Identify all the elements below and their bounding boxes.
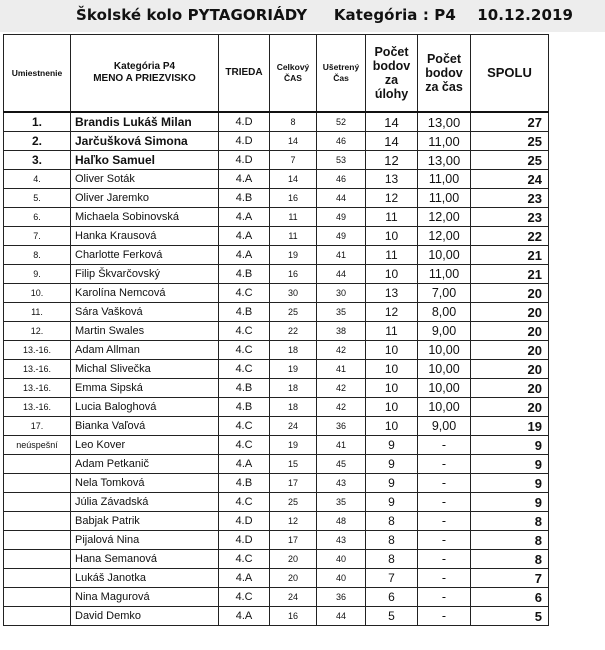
rank-cell <box>4 512 71 531</box>
name-cell: David Demko <box>71 607 219 626</box>
spolu-cell: 8 <box>471 512 549 531</box>
header-pocet-ulohy-line4: úlohy <box>374 87 409 101</box>
spolu-cell: 21 <box>471 246 549 265</box>
pul-cell: 8 <box>366 550 418 569</box>
header-celkovy-line1: Celkový <box>276 62 310 72</box>
table-row <box>4 265 549 284</box>
pcas-cell: - <box>418 493 471 512</box>
pul-cell: 14 <box>366 112 418 132</box>
rank-cell: 13.-16. <box>4 379 71 398</box>
rank-cell: 8. <box>4 246 71 265</box>
pcas-cell: - <box>418 607 471 626</box>
spolu-cell: 22 <box>471 227 549 246</box>
name-cell: Nela Tomková <box>71 474 219 493</box>
rank-cell: 13.-16. <box>4 360 71 379</box>
cas-cell: 15 <box>270 455 317 474</box>
spolu-cell: 6 <box>471 588 549 607</box>
ucas-cell: 45 <box>317 455 366 474</box>
pul-cell: 10 <box>366 360 418 379</box>
cas-cell: 18 <box>270 341 317 360</box>
rank-cell: neúspešní <box>4 436 71 455</box>
rank-cell: 6. <box>4 208 71 227</box>
pul-cell: 11 <box>366 322 418 341</box>
pul-cell: 10 <box>366 417 418 436</box>
name-cell: Babjak Patrik <box>71 512 219 531</box>
pul-cell: 11 <box>366 246 418 265</box>
ucas-cell: 38 <box>317 322 366 341</box>
table-row <box>4 588 549 607</box>
name-cell: Michal Slivečka <box>71 360 219 379</box>
rank-cell <box>4 493 71 512</box>
rank-cell: 2. <box>4 132 71 151</box>
rank-cell: 5. <box>4 189 71 208</box>
ucas-cell: 43 <box>317 531 366 550</box>
header-pocet-cas-line2: bodov <box>425 66 463 80</box>
ucas-cell: 43 <box>317 474 366 493</box>
ucas-cell: 48 <box>317 512 366 531</box>
table-row <box>4 189 549 208</box>
pcas-cell: - <box>418 512 471 531</box>
ucas-cell: 41 <box>317 436 366 455</box>
rank-cell <box>4 531 71 550</box>
name-cell: Adam Allman <box>71 341 219 360</box>
ucas-cell: 36 <box>317 417 366 436</box>
trieda-cell: 4.C <box>219 417 270 436</box>
header-umiestnenie <box>4 35 71 113</box>
header-usetreny-line2: Čas <box>333 73 349 83</box>
pcas-cell: - <box>418 474 471 493</box>
spolu-cell: 9 <box>471 493 549 512</box>
trieda-cell: 4.C <box>219 341 270 360</box>
pul-cell: 12 <box>366 151 418 170</box>
cas-cell: 8 <box>270 112 317 132</box>
header-spolu-text: SPOLU <box>487 65 532 80</box>
table-row <box>4 151 549 170</box>
cas-cell: 20 <box>270 550 317 569</box>
name-cell: Emma Sipská <box>71 379 219 398</box>
rank-cell: 17. <box>4 417 71 436</box>
header-celkovy-line2: ČAS <box>284 73 302 83</box>
ucas-cell: 46 <box>317 170 366 189</box>
pcas-cell: 11,00 <box>418 170 471 189</box>
table-row <box>4 170 549 189</box>
rank-cell: 13.-16. <box>4 341 71 360</box>
trieda-cell: 4.C <box>219 588 270 607</box>
trieda-cell: 4.D <box>219 112 270 132</box>
header-pocet-cas-line1: Počet <box>426 52 462 66</box>
header-usetreny-line1: Ušetrený <box>322 62 360 72</box>
pcas-cell: 8,00 <box>418 303 471 322</box>
name-cell: Hanka Krausová <box>71 227 219 246</box>
pcas-cell: 10,00 <box>418 341 471 360</box>
spolu-cell: 24 <box>471 170 549 189</box>
spolu-cell: 20 <box>471 303 549 322</box>
cas-cell: 20 <box>270 569 317 588</box>
rank-cell: 4. <box>4 170 71 189</box>
table-row <box>4 132 549 151</box>
cas-cell: 24 <box>270 417 317 436</box>
pcas-cell: 11,00 <box>418 265 471 284</box>
pcas-cell: - <box>418 455 471 474</box>
cas-cell: 25 <box>270 303 317 322</box>
cas-cell: 17 <box>270 531 317 550</box>
spolu-cell: 27 <box>471 112 549 132</box>
cas-cell: 16 <box>270 265 317 284</box>
pul-cell: 10 <box>366 379 418 398</box>
cas-cell: 11 <box>270 208 317 227</box>
header-pocet-ulohy-line3: za <box>384 73 399 87</box>
pcas-cell: 9,00 <box>418 417 471 436</box>
cas-cell: 12 <box>270 512 317 531</box>
pcas-cell: 10,00 <box>418 360 471 379</box>
cas-cell: 22 <box>270 322 317 341</box>
pul-cell: 12 <box>366 303 418 322</box>
trieda-cell: 4.C <box>219 493 270 512</box>
spolu-cell: 20 <box>471 341 549 360</box>
name-cell: Charlotte Ferková <box>71 246 219 265</box>
ucas-cell: 49 <box>317 227 366 246</box>
pul-cell: 10 <box>366 341 418 360</box>
ucas-cell: 40 <box>317 569 366 588</box>
header-trieda-text: TRIEDA <box>225 67 263 78</box>
table-row <box>4 417 549 436</box>
pcas-cell: 10,00 <box>418 246 471 265</box>
name-cell: Hana Semanová <box>71 550 219 569</box>
trieda-cell: 4.B <box>219 379 270 398</box>
table-row <box>4 208 549 227</box>
spolu-cell: 9 <box>471 436 549 455</box>
ucas-cell: 53 <box>317 151 366 170</box>
page-title: Školské kolo PYTAGORIÁDY Kategória : P4 10.12.2019 <box>76 6 574 24</box>
table-row <box>4 322 549 341</box>
header-usetreny-cas <box>317 35 366 113</box>
header-pocet-ulohy-line1: Počet <box>374 45 409 59</box>
table-row <box>4 227 549 246</box>
results-body <box>4 112 549 626</box>
pcas-cell: 10,00 <box>418 398 471 417</box>
name-cell: Martin Swales <box>71 322 219 341</box>
rank-cell: 1. <box>4 112 71 132</box>
trieda-cell: 4.A <box>219 607 270 626</box>
name-cell: Sára Vašková <box>71 303 219 322</box>
trieda-cell: 4.A <box>219 246 270 265</box>
name-cell: Oliver Soták <box>71 170 219 189</box>
rank-cell <box>4 588 71 607</box>
table-row <box>4 303 549 322</box>
header-meno-line1: Kategória P4 <box>113 61 176 72</box>
trieda-cell: 4.D <box>219 151 270 170</box>
trieda-cell: 4.A <box>219 227 270 246</box>
header-meno <box>71 35 219 113</box>
ucas-cell: 52 <box>317 112 366 132</box>
pcas-cell: - <box>418 569 471 588</box>
rank-cell <box>4 550 71 569</box>
title-bar <box>0 0 605 32</box>
rank-cell <box>4 455 71 474</box>
pcas-cell: 13,00 <box>418 112 471 132</box>
pul-cell: 10 <box>366 227 418 246</box>
spolu-cell: 20 <box>471 322 549 341</box>
spolu-cell: 5 <box>471 607 549 626</box>
rank-cell: 13.-16. <box>4 398 71 417</box>
cas-cell: 18 <box>270 398 317 417</box>
name-cell: Lucia Baloghová <box>71 398 219 417</box>
rank-cell <box>4 607 71 626</box>
table-row <box>4 493 549 512</box>
pcas-cell: 11,00 <box>418 189 471 208</box>
table-row <box>4 379 549 398</box>
pcas-cell: - <box>418 588 471 607</box>
rank-cell: 12. <box>4 322 71 341</box>
ucas-cell: 30 <box>317 284 366 303</box>
cas-cell: 17 <box>270 474 317 493</box>
pcas-cell: 11,00 <box>418 132 471 151</box>
cas-cell: 19 <box>270 436 317 455</box>
table-row <box>4 436 549 455</box>
header-pocet-cas-line3: za čas <box>425 80 463 94</box>
cas-cell: 11 <box>270 227 317 246</box>
name-cell: Filip Škvarčovský <box>71 265 219 284</box>
ucas-cell: 35 <box>317 303 366 322</box>
trieda-cell: 4.A <box>219 170 270 189</box>
pul-cell: 12 <box>366 189 418 208</box>
cas-cell: 16 <box>270 189 317 208</box>
pul-cell: 14 <box>366 132 418 151</box>
name-cell: Karolína Nemcová <box>71 284 219 303</box>
pcas-cell: 12,00 <box>418 208 471 227</box>
table-row <box>4 569 549 588</box>
cas-cell: 19 <box>270 360 317 379</box>
ucas-cell: 44 <box>317 189 366 208</box>
ucas-cell: 41 <box>317 360 366 379</box>
pul-cell: 6 <box>366 588 418 607</box>
cas-cell: 14 <box>270 132 317 151</box>
trieda-cell: 4.C <box>219 322 270 341</box>
spolu-cell: 21 <box>471 265 549 284</box>
ucas-cell: 40 <box>317 550 366 569</box>
pul-cell: 9 <box>366 436 418 455</box>
pcas-cell: - <box>418 550 471 569</box>
table-row <box>4 360 549 379</box>
spolu-cell: 23 <box>471 189 549 208</box>
pul-cell: 5 <box>366 607 418 626</box>
table-row <box>4 112 549 132</box>
pcas-cell: 9,00 <box>418 322 471 341</box>
header-trieda <box>219 35 270 113</box>
pul-cell: 13 <box>366 170 418 189</box>
trieda-cell: 4.C <box>219 550 270 569</box>
rank-cell: 11. <box>4 303 71 322</box>
table-row <box>4 284 549 303</box>
header-pocet-cas <box>418 35 471 113</box>
spolu-cell: 23 <box>471 208 549 227</box>
spolu-cell: 25 <box>471 151 549 170</box>
name-cell: Pijalová Nina <box>71 531 219 550</box>
trieda-cell: 4.C <box>219 284 270 303</box>
ucas-cell: 46 <box>317 132 366 151</box>
trieda-cell: 4.D <box>219 512 270 531</box>
table-row <box>4 246 549 265</box>
pcas-cell: 7,00 <box>418 284 471 303</box>
rank-cell <box>4 474 71 493</box>
pul-cell: 10 <box>366 398 418 417</box>
cas-cell: 18 <box>270 379 317 398</box>
cas-cell: 7 <box>270 151 317 170</box>
pul-cell: 10 <box>366 265 418 284</box>
trieda-cell: 4.A <box>219 208 270 227</box>
pul-cell: 11 <box>366 208 418 227</box>
rank-cell: 9. <box>4 265 71 284</box>
name-cell: Lukáš Janotka <box>71 569 219 588</box>
pcas-cell: 10,00 <box>418 379 471 398</box>
pcas-cell: - <box>418 531 471 550</box>
ucas-cell: 42 <box>317 398 366 417</box>
header-meno-line2: MENO A PRIEZVISKO <box>93 73 196 84</box>
table-row <box>4 398 549 417</box>
trieda-cell: 4.B <box>219 474 270 493</box>
trieda-cell: 4.A <box>219 455 270 474</box>
name-cell: Júlia Závadská <box>71 493 219 512</box>
pul-cell: 8 <box>366 512 418 531</box>
rank-cell <box>4 569 71 588</box>
name-cell: Leo Kover <box>71 436 219 455</box>
name-cell: Nina Magurová <box>71 588 219 607</box>
trieda-cell: 4.B <box>219 189 270 208</box>
spolu-cell: 8 <box>471 550 549 569</box>
name-cell: Jarčušková Simona <box>71 132 219 151</box>
table-row <box>4 550 549 569</box>
ucas-cell: 44 <box>317 265 366 284</box>
ucas-cell: 41 <box>317 246 366 265</box>
header-row <box>4 35 549 113</box>
table-row <box>4 474 549 493</box>
spolu-cell: 20 <box>471 379 549 398</box>
table-row <box>4 341 549 360</box>
cas-cell: 25 <box>270 493 317 512</box>
trieda-cell: 4.D <box>219 531 270 550</box>
spolu-cell: 7 <box>471 569 549 588</box>
pcas-cell: 12,00 <box>418 227 471 246</box>
cas-cell: 19 <box>270 246 317 265</box>
header-spolu <box>471 35 549 113</box>
header-celkovy-cas <box>270 35 317 113</box>
spolu-cell: 20 <box>471 360 549 379</box>
trieda-cell: 4.B <box>219 303 270 322</box>
ucas-cell: 42 <box>317 379 366 398</box>
trieda-cell: 4.B <box>219 265 270 284</box>
pul-cell: 8 <box>366 531 418 550</box>
pul-cell: 9 <box>366 493 418 512</box>
name-cell: Michaela Sobinovská <box>71 208 219 227</box>
results-table <box>3 34 549 626</box>
table-row <box>4 531 549 550</box>
name-cell: Brandis Lukáš Milan <box>71 112 219 132</box>
spolu-cell: 9 <box>471 455 549 474</box>
name-cell: Oliver Jaremko <box>71 189 219 208</box>
spolu-cell: 9 <box>471 474 549 493</box>
table-row <box>4 512 549 531</box>
spolu-cell: 8 <box>471 531 549 550</box>
ucas-cell: 35 <box>317 493 366 512</box>
ucas-cell: 44 <box>317 607 366 626</box>
trieda-cell: 4.B <box>219 398 270 417</box>
name-cell: Haľko Samuel <box>71 151 219 170</box>
ucas-cell: 49 <box>317 208 366 227</box>
pul-cell: 9 <box>366 455 418 474</box>
name-cell: Adam Petkanič <box>71 455 219 474</box>
pcas-cell: - <box>418 436 471 455</box>
spolu-cell: 20 <box>471 398 549 417</box>
cas-cell: 14 <box>270 170 317 189</box>
table-row <box>4 455 549 474</box>
pcas-cell: 13,00 <box>418 151 471 170</box>
table-row <box>4 607 549 626</box>
cas-cell: 24 <box>270 588 317 607</box>
spolu-cell: 25 <box>471 132 549 151</box>
pul-cell: 9 <box>366 474 418 493</box>
trieda-cell: 4.C <box>219 436 270 455</box>
rank-cell: 7. <box>4 227 71 246</box>
pul-cell: 7 <box>366 569 418 588</box>
trieda-cell: 4.D <box>219 132 270 151</box>
cas-cell: 16 <box>270 607 317 626</box>
spolu-cell: 19 <box>471 417 549 436</box>
trieda-cell: 4.A <box>219 569 270 588</box>
ucas-cell: 36 <box>317 588 366 607</box>
rank-cell: 3. <box>4 151 71 170</box>
cas-cell: 30 <box>270 284 317 303</box>
spolu-cell: 20 <box>471 284 549 303</box>
header-pocet-ulohy <box>366 35 418 113</box>
trieda-cell: 4.C <box>219 360 270 379</box>
name-cell: Bianka Vaľová <box>71 417 219 436</box>
header-umiestnenie-text: Umiestnenie <box>11 67 63 78</box>
pul-cell: 13 <box>366 284 418 303</box>
rank-cell: 10. <box>4 284 71 303</box>
ucas-cell: 42 <box>317 341 366 360</box>
header-pocet-ulohy-line2: bodov <box>372 59 411 73</box>
